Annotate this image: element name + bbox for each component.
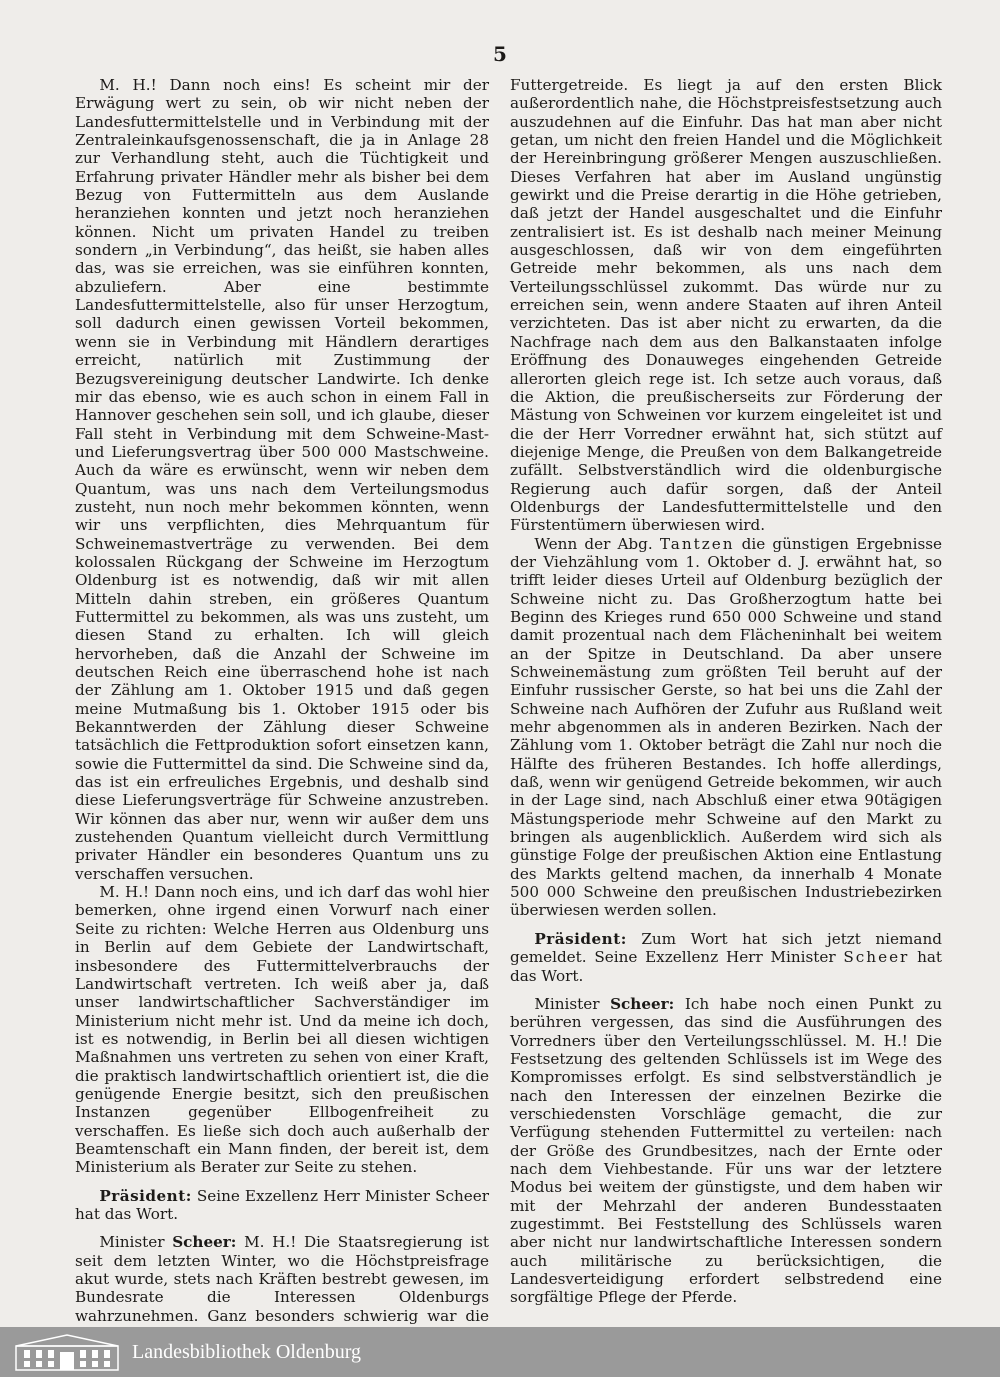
speaker-name-scheer: Scheer: [610,994,675,1013]
library-name: Landesbibliothek Oldenburg [132,1340,362,1363]
speaker-label-praesident: Präsident: [99,1186,192,1205]
right-paragraph-3-text-b: hat das Wort. [510,948,943,985]
right-paragraph-2 [510,535,942,920]
right-paragraph-2-pre: Wenn der Abg. [534,534,653,553]
library-footer-bar [0,1327,1000,1377]
speaker-name-scheer-inline: Scheer [843,948,910,967]
page-number: 5 [493,42,507,66]
spacer [510,985,942,995]
left-paragraph-3 [75,1187,489,1224]
left-column [75,76,489,1343]
left-paragraph-2: M. H.! Dann noch eins, und ich darf das wohl hier bemerken, ohne irgend einen Vorwurf nach einer Seite zu richten: Welche Herren aus Oldenburg uns in Berlin auf dem Gebiete der Landwirtschaft, insbesondere des Futtermittelverbrauchs der Landwirtschaft vertreten. Ich weiß aber ja, daß unser landwirtschaftlicher Sachverständiger im Ministerium nicht mehr ist. Und da meine ich doch, ist es notwendig, in Berlin bei all diesen wichtigen Maßnahmen uns vertreten zu sehen von einer Kraft, die praktisch landwirtschaftlich orientiert ist, die die genügende Energie besitzt, sich den preußischen Instanzen gegenüber Ellbogenfreiheit zu verschaffen. Es ließe sich doch auch außerhalb der Beamtenschaft ein Mann finden, der bereit ist, dem Ministerium als Berater zur Seite zu stehen. [75,883,489,1177]
speaker-label-praesident: Präsident: [534,929,627,948]
library-building-icon [12,1332,122,1372]
speaker-prefix: Minister [99,1233,165,1252]
speaker-prefix: Minister [534,994,600,1013]
spacer [75,1177,489,1187]
right-paragraph-3-text-a: Zum Wort hat sich jetzt niemand gemeldet. Seine Exzellenz Herr Minister [510,929,942,967]
left-paragraph-4-text: M. H.! Die Staatsregierung ist seit dem letzten Winter, wo die Höchstpreisfrage akut wurde, stets nach Kräften bestrebt gewesen, im Bundesrate die Interessen Oldenburgs wahrzunehmen. Ganz besonders schwierig war die [75,1233,490,1325]
right-column [510,76,942,1307]
right-paragraph-4 [510,995,942,1307]
left-paragraph-1: M. H.! Dann noch eins! Es scheint mir der Erwägung wert zu sein, ob wir nicht neben der Landesfuttermittelstelle und in Verbindung mit der Zentraleinkaufsgenossenschaft, die ja in Anlage 28 zur Verhandlung steht, auch die Tüchtigkeit und Erfahrung privater Händler mehr als bisher bei dem Bezug von Futtermitteln aus dem Auslande heranziehen konnten und jetzt noch heranziehen können. Nicht um privaten Handel zu treiben sondern „in Verbindung“, das heißt, sie haben alles das, was sie erreichen, was sie einführen konnten, abzuliefern. Aber eine bestimmte Landesfuttermittelstelle, also für unser Herzogtum, soll dadurch einen gewissen Vorteil bekommen, wenn sie in Verbindung mit Händlern derartiges erreicht, natürlich mit Zustimmung der Bezugsvereinigung deutscher Landwirte. Ich denke mir das ebenso, wie es auch schon in einem Fall in Hannover geschehen sein soll, und ich glaube, dieser Fall steht in Verbindung mit dem Schweine-Mast- und Lieferungsvertrag über 500 000 Mastschweine. Auch da wäre es erwünscht, wenn wir neben dem Quantum, was uns nach dem Verteilungsmodus zusteht, nun noch mehr bekommen könnten, wenn wir uns verpflichten, dies Mehrquantum für Schweinemastverträge zu verwenden. Bei dem kolossalen Rückgang der Schweine im Herzogtum Oldenburg ist es notwendig, daß wir mit allen Mitteln dahin streben, ein größeres Quantum Futtermittel zu bekommen, als was uns zusteht, um diesen Stand zu erhalten. Ich will gleich hervorheben, daß die Anzahl der Schweine im deutschen Reich eine überraschend hohe ist nach der Zählung am 1. Oktober 1915 und daß gegen meine Mutmaßung bis 1. Oktober 1915 oder bis Bekanntwerden der Zählung dieser Schweine tatsächlich die Fettproduktion sofort einsetzen kann, sowie die Futtermittel da sind. Die Schweine sind da, das ist ein erfreuliches Ergebnis, und deshalb sind diese Lieferungsverträge für Schweine anzustreben. Wir können das aber nur, wenn wir außer dem uns zustehenden Quantum vielleicht durch Vermittlung privater Händler ein besonderes Quantum uns zu verschaffen versuchen. [75,76,489,883]
right-paragraph-3 [510,930,942,985]
spacer [75,1223,489,1233]
right-paragraph-1: Futtergetreide. Es liegt ja auf den ersten Blick außerordentlich nahe, die Höchstpreisfestsetzung auch auszudehnen auf die Einfuhr. Das hat man aber nicht getan, um nicht den freien Handel und die Möglichkeit der Hereinbringung größerer Mengen auszuschließen. Dieses Verfahren hat aber im Ausland ungünstig gewirkt und die Preise derartig in die Höhe getrieben, daß jetzt der Handel ausgeschaltet und die Einfuhr zentralisiert ist. Es ist deshalb nach meiner Meinung ausgeschlossen, daß wir von dem eingeführten Getreide mehr bekommen, als uns nach dem Verteilungsschlüssel zukommt. Das würde nur zu erreichen sein, wenn andere Staaten auf ihren Anteil verzichteten. Das ist aber nicht zu erwarten, da die Nachfrage nach dem aus den Balkanstaaten infolge Eröffnung des Donauweges eingehenden Getreide allerorten gleich rege ist. Ich setze auch voraus, daß die Aktion, die preußischerseits zur Förderung der Mästung von Schweinen vor kurzem eingeleitet ist und die der Herr Vorredner erwähnt hat, sich stützt auf diejenige Menge, die Preußen von dem Balkangetreide zufällt. Selbstverständlich wird die oldenburgische Regierung auch dafür sorgen, daß der Anteil Oldenburgs der Landesfuttermittelstelle und den Fürstentümern überwiesen wird. [510,76,942,535]
speaker-name-scheer: Scheer: [172,1233,237,1252]
left-paragraph-3-text: Seine Exzellenz Herr Minister Scheer hat das Wort. [75,1186,489,1223]
spacer [510,920,942,930]
right-paragraph-2-text: die günstigen Ergebnisse der Viehzählung vom 1. Oktober d. J. erwähnt hat, so trifft leider dieses Urteil auf Oldenburg bezüglich der Schweine nicht zu. Das Großherzogtum hatte bei Beginn des Krieges rund 650 000 Schweine und stand damit prozentual nach dem Flächeninhalt bei weitem an der Spitze in Deutschland. Da aber unsere Schweinemästung zum größten Teil beruht auf der Einfuhr russischer Gerste, so hat bei uns die Zahl der Schweine nach Aufhören der Zufuhr aus Rußland weit mehr abgenommen als in anderen Bezirken. Nach der Zählung vom 1. Oktober beträgt die Zahl nur noch die Hälfte des früheren Bestandes. Ich hoffe allerdings, daß, wenn wir genügend Getreide bekommen, wir auch in der Lage sind, nach Abschluß einer etwa 90tägigen Mästungsperiode mehr Schweine auf den Markt zu bringen als augenblicklich. Außerdem wird sich als günstige Folge der preußischen Aktion eine Entlastung des Markts geltend machen, da innerhalb 4 Monate 500 000 Schweine den preußischen Industriebezirken überwiesen werden sollen. [510,534,943,920]
speaker-name-tantzen: Tantzen [659,534,735,553]
right-paragraph-4-text: Ich habe noch einen Punkt zu berühren vergessen, das sind die Ausführungen des Vorredners über den Verteilungsschlüssel. M. H.! Die Festsetzung des geltenden Schlüssels ist im Wege des Kompromisses erfolgt. Es sind selbstverständlich je nach den Interessen der einzelnen Bezirke die verschiedensten Vorschläge gemacht, die zur Verfügung stehenden Futtermittel zu verteilen: nach der Größe des Grundbesitzes, nach der Ernte oder nach dem Viehbestande. Für uns war der letztere Modus bei weitem der günstigste, und dem haben wir mit der Mehrzahl der anderen Bundesstaaten zugestimmt. Bei Feststellung des Schlüssels waren aber nicht nur landwirtschaftliche Interessen sondern auch militärische zu berücksichtigen, die Landesverteidigung erfordert selbstredend eine sorgfältige Pflege der Pferde. [510,994,943,1307]
